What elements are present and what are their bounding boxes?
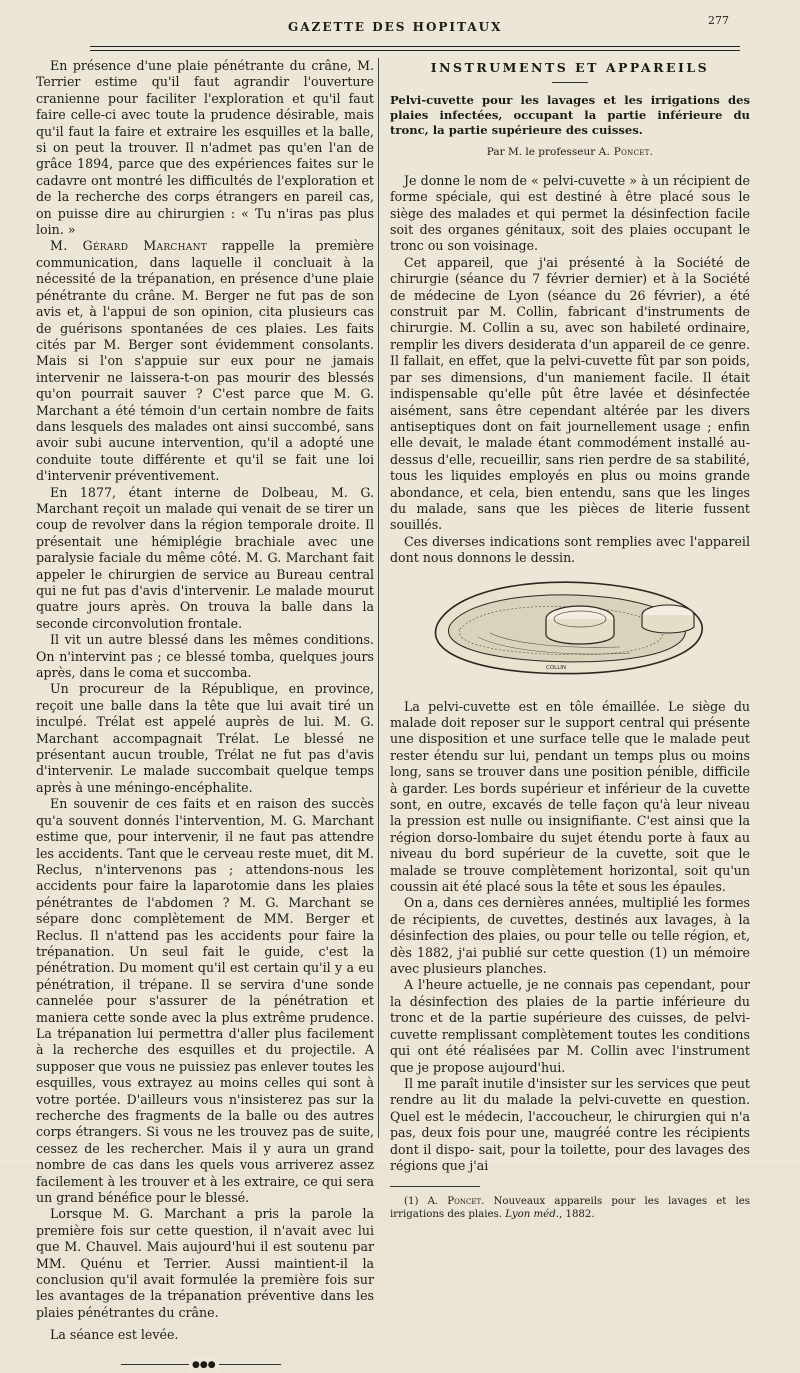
footnote-text: Nouveaux appareils pour les lavages et les irrigations des plaies. bbox=[390, 1196, 750, 1221]
paragraph: Ces diverses indications sont remplies avec l'appareil dont nous donnons le dessin. bbox=[390, 533, 750, 566]
paragraph: Lorsque M. G. Marchant a pris la parole la première fois sur cette question, il n'avait avec lui que M. Chauvel. Mais aujourd'hui il est soutenu par MM. Quénu et Terrier. Aussi maintient-il la conclusion qu'il avait formulée la première fois sur les avantages de la trépanation préventive dans les plaies pénétrantes du crâne. bbox=[36, 1206, 374, 1320]
maker-mark: COLLIN bbox=[546, 664, 567, 671]
article-title: Pelvi-cuvette pour les lavages et les irrigations des plaies infectées, occupant la partie inférieure du tronc, la partie supérieure des cuisses. bbox=[390, 93, 750, 138]
byline-prefix: Par M. le professeur bbox=[486, 146, 596, 159]
page-number: 277 bbox=[708, 14, 729, 27]
section-heading: INSTRUMENTS ET APPAREILS bbox=[430, 60, 710, 75]
footnote-author: A. Poncet. bbox=[427, 1196, 485, 1208]
paragraph bbox=[36, 238, 374, 484]
right-column bbox=[390, 58, 750, 1221]
footnote bbox=[390, 1195, 750, 1221]
paragraph: Il vit un autre blessé dans les mêmes conditions. On n'intervint pas ; ce blessé tomba, quelques jours après, dans le coma et succomba. bbox=[36, 632, 374, 681]
speaker-name: M. Gérard Marchant bbox=[50, 238, 208, 254]
session-end: La séance est levée. bbox=[50, 1327, 179, 1343]
basin-drawing bbox=[420, 577, 720, 685]
paragraph: La pelvi-cuvette est en tôle émaillée. Le siège du malade doit reposer sur le support central qui présente une disposition et une surface telle que le malade peut rester étendu sur lui, pendant un temps plus ou moins long, sans se trouver dans une position pénible, difficile à garder. Les bords supérieur et inférieur de la cuvette sont, en outre, excavés de telle façon qu'à leur niveau la pression est nulle ou insignifiante. C'est ainsi que la région dorso-lombaire du sujet étendu porte à faux au niveau du bord supérieur de la cuvette, soit que le malade se trouve complètement horizontal, soit qu'un coussin ait été placé sous la tête et sous les épaules. bbox=[390, 698, 750, 895]
footnote-rule bbox=[390, 1186, 480, 1187]
running-head bbox=[0, 14, 800, 40]
header-rule-thin bbox=[90, 50, 740, 51]
end-ornament: ●●● bbox=[121, 1360, 281, 1368]
paragraph: Un procureur de la République, en province, reçoit une balle dans la tête que lui avait tiré un inculpé. Trélat est appelé auprès de lui. M. G. Marchant accompagnait Trélat. Le blessé ne présentant aucun trouble, Trélat ne fut pas d'avis d'intervenir. Le malade succombait quelque temps après à une méningo-encéphalite. bbox=[36, 681, 374, 795]
footnote-year: , 1882. bbox=[558, 1209, 595, 1221]
paragraph: En présence d'une plaie pénétrante du crâne, M. Terrier estime qu'il faut agrandir l'ouverture cranienne pour faciliter l'exploration et qu'il faut faire celle-ci avec toute la prudence désirable, mais qu'il faut la faire et extraire les esquilles et la balle, si on peut la trouver. Il n'admet pas qu'en l'an de grâce 1894, parce que des expériences faites sur le cadavre ont montré les difficultés de l'exploration et de la recherche des corps étrangers en pareil cas, on puisse dire au chirurgien : « Tu n'iras pas plus loin. » bbox=[36, 58, 374, 238]
paragraph: En souvenir de ces faits et en raison des succès qu'a souvent donnés l'intervention, M. G. Marchant estime que, pour intervenir, il ne faut pas attendre les accidents. Tant que le cerveau reste muet, dit M. Reclus, n'intervenons pas ; attendons-nous les accidents pour faire la laparotomie dans les plaies pénétrantes de l'abdomen ? M. G. Marchant se sépare donc complètement de MM. Berger et Reclus. Il n'attend pas les accidents pour faire la trépanation. Un seul fait le guide, c'est la pénétration. Du moment qu'il est certain qu'il y a eu pénétration, il trépane. Il se servira d'une sonde cannelée pour s'assurer de la pénétration et maniera cette sonde avec la plus extrême prudence. La trépanation lui permettra d'aller plus facilement à la recherche des esquilles et du projectile. A supposer que vous ne puissiez pas enlever toutes les esquilles, vous extrayez au moins celles qui sont à votre portée. D'ailleurs vous n'insisterez pas sur la recherche des fragments de la balle ou des autres corps étrangers. Si vous ne les trouvez pas de suite, cessez de les rechercher. Mais il y aura un grand nombre de cas dans les quels vous arriverez assez facilement à les trouver et à les extraire, ce qui sera un grand bénéfice pour le blessé. bbox=[36, 796, 374, 1206]
column-divider bbox=[378, 58, 379, 1138]
paragraph: Je donne le nom de « pelvi-cuvette » à un récipient de forme spéciale, qui est destiné à être placé sous le siège des malades et qui permet la désinfection facile soit des organes génitaux, soit des plaies occupant le tronc ou son voisinage. bbox=[390, 172, 750, 254]
byline bbox=[390, 144, 750, 160]
footnote-marker: (1) bbox=[404, 1196, 419, 1208]
journal-title: GAZETTE DES HOPITAUX bbox=[288, 20, 503, 34]
paragraph: A l'heure actuelle, je ne connais pas cependant, pour la désinfection des plaies de la partie inférieure du tronc et de la partie supérieure des cuisses, de pelvi-cuvette remplissant complètement toutes les conditions qui ont été réalisées par M. Collin avec l'instrument que je propose aujourd'hui. bbox=[390, 977, 750, 1075]
footnote-journal: Lyon méd. bbox=[505, 1209, 559, 1221]
paragraph: Il me paraît inutile d'insister sur les services que peut rendre au lit du malade la pelvi-cuvette en question. Quel est le médecin, l'accoucheur, le chirurgien qui n'a pas, deux fois pour une, maugréé contre les récipients dont il dispo- sait, pour la toilette, pour des lavages des régions que j'ai bbox=[390, 1075, 750, 1173]
paragraph: En 1877, étant interne de Dolbeau, M. G. Marchant reçoit un malade qui venait de se tirer un coup de revolver dans la région temporale droite. Il présentait une hémiplégie brachiale avec une paralysie faciale du même côté. M. G. Marchant fait appeler le chirurgien de service au Bureau central qui ne fut pas d'avis d'intervenir. Le malade mourut quatre jours après. On trouva la balle dans la seconde circonvolution frontale. bbox=[36, 484, 374, 631]
byline-author: A. Poncet. bbox=[598, 146, 654, 159]
paragraph: Cet appareil, que j'ai présenté à la Société de chirurgie (séance du 7 février dernier) et à la Société de médecine de Lyon (séance du 26 février), a été construit par M. Collin, fabricant d'instruments de chirurgie. M. Collin a su, avec son habileté ordinaire, remplir les divers desiderata d'un appareil de ce genre. Il fallait, en effet, que la pelvi-cuvette fût par son poids, par ses dimensions, d'un maniement facile. Il était indispensable qu'elle pût être lavée et désinfectée aisément, sans être cependant altérée par les divers antiseptiques dont on fait journellement usage ; enfin elle devait, le malade étant commodément installé au-dessus d'elle, recueillir, sans rien perdre de sa stabilité, tous les liquides employés en plus ou moins grande abondance, et cela, bien entendu, sans que les linges du malade, sans que les pièces de literie fussent souillés. bbox=[390, 254, 750, 533]
heading-rule bbox=[552, 82, 588, 83]
paragraph: On a, dans ces dernières années, multiplié les formes de récipients, de cuvettes, destinés aux lavages, à la désinfection des plaies, ou pour telle ou telle région, et, dès 1882, j'ai publié sur cette question (1) un mémoire avec plusieurs planches. bbox=[390, 895, 750, 977]
header-rule bbox=[90, 46, 740, 47]
left-column bbox=[36, 58, 374, 1368]
paragraph-text: rappelle la première communication, dans laquelle il concluait à la nécessité de la trépanation, en présence d'une plaie pénétrante du crâne. M. Berger ne fut pas de son avis et, à l'appui de son opinion, cita plusieurs cas de guérisons spontanées de ces plaies. Les faits cités par M. Berger sont évidemment consolants. Mais si l'on s'appuie sur eux pour ne jamais intervenir ne laissera-t-on pas mourir des blessés qu'on pourrait sauver ? C'est parce que M. G. Marchant a été témoin d'un certain nombre de faits dans lesquels des malades ont ainsi succombé, sans avoir subi aucune intervention, qu'il a adopté une conduite toute différente et qu'il se fait une loi d'intervenir préventivement. bbox=[36, 238, 374, 484]
pelvi-cuvette-illustration bbox=[420, 577, 720, 685]
